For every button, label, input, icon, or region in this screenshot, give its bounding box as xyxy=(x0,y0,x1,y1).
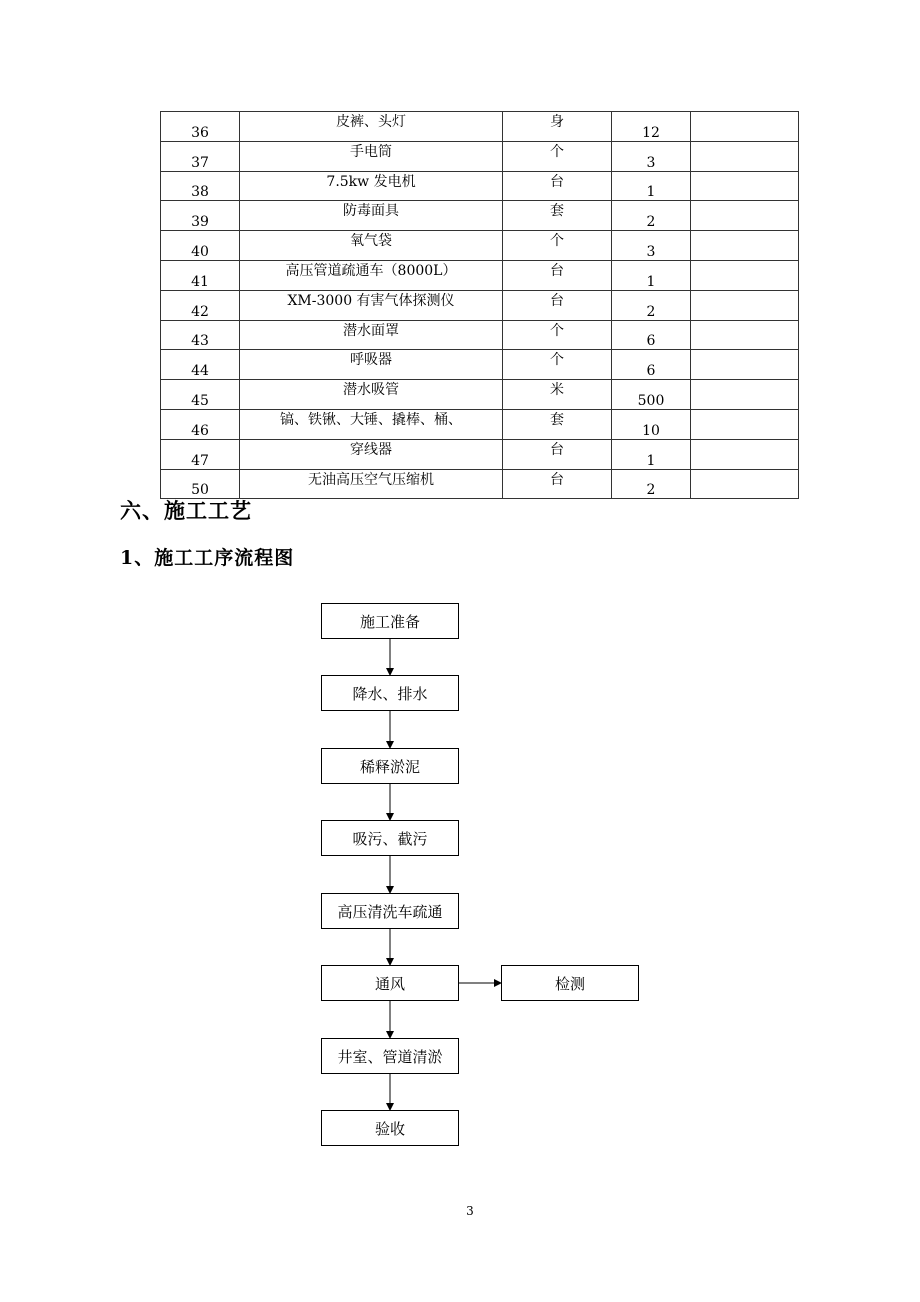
item-name-cell: 呼吸器 xyxy=(240,350,503,380)
item-quantity-cell: 6 xyxy=(612,350,691,380)
item-name-cell: XM-3000 有害气体探测仪 xyxy=(240,290,503,320)
item-quantity-cell: 500 xyxy=(612,380,691,410)
item-quantity-cell: 2 xyxy=(612,469,691,499)
row-number-cell: 50 xyxy=(161,469,240,499)
row-number-cell: 44 xyxy=(161,350,240,380)
section-heading: 六、施工工艺 xyxy=(120,498,252,523)
item-name-cell: 无油高压空气压缩机 xyxy=(240,469,503,499)
item-name-cell: 穿线器 xyxy=(240,439,503,469)
row-number-cell: 39 xyxy=(161,201,240,231)
item-unit-cell: 台 xyxy=(503,171,612,201)
item-unit-cell: 米 xyxy=(503,380,612,410)
row-number-cell: 47 xyxy=(161,439,240,469)
item-unit-cell: 台 xyxy=(503,260,612,290)
row-number-cell: 45 xyxy=(161,380,240,410)
item-unit-cell: 个 xyxy=(503,320,612,350)
flow-step-preparation: 施工准备 xyxy=(321,603,459,639)
row-number-cell: 41 xyxy=(161,260,240,290)
item-name-cell: 防毒面具 xyxy=(240,201,503,231)
item-quantity-cell: 1 xyxy=(612,439,691,469)
row-number-cell: 46 xyxy=(161,409,240,439)
item-quantity-cell: 6 xyxy=(612,320,691,350)
item-quantity-cell: 10 xyxy=(612,409,691,439)
item-unit-cell: 个 xyxy=(503,350,612,380)
item-quantity-cell: 1 xyxy=(612,171,691,201)
item-unit-cell: 个 xyxy=(503,141,612,171)
row-number-cell: 40 xyxy=(161,231,240,261)
item-unit-cell: 台 xyxy=(503,290,612,320)
item-name-cell: 潜水面罩 xyxy=(240,320,503,350)
flow-step-acceptance: 验收 xyxy=(321,1110,459,1146)
item-name-cell: 高压管道疏通车（8000L） xyxy=(240,260,503,290)
flow-step-ventilation: 通风 xyxy=(321,965,459,1001)
item-unit-cell: 台 xyxy=(503,469,612,499)
flow-step-dilute-silt: 稀释淤泥 xyxy=(321,748,459,784)
item-quantity-cell: 3 xyxy=(612,231,691,261)
flow-step-well-pipe-desilting: 井室、管道清淤 xyxy=(321,1038,459,1074)
page-number: 3 xyxy=(466,1204,474,1218)
flow-step-dewatering: 降水、排水 xyxy=(321,675,459,711)
item-unit-cell: 套 xyxy=(503,201,612,231)
item-quantity-cell: 3 xyxy=(612,141,691,171)
item-name-cell: 皮裤、头灯 xyxy=(240,112,503,142)
row-number-cell: 38 xyxy=(161,171,240,201)
flowchart-heading: 1、施工工序流程图 xyxy=(120,547,295,569)
item-name-cell: 氧气袋 xyxy=(240,231,503,261)
row-number-cell: 43 xyxy=(161,320,240,350)
item-quantity-cell: 1 xyxy=(612,260,691,290)
flow-step-detection: 检测 xyxy=(501,965,639,1001)
item-unit-cell: 个 xyxy=(503,231,612,261)
item-name-cell: 潜水吸管 xyxy=(240,380,503,410)
item-quantity-cell: 2 xyxy=(612,201,691,231)
item-quantity-cell: 2 xyxy=(612,290,691,320)
item-unit-cell: 台 xyxy=(503,439,612,469)
item-quantity-cell: 12 xyxy=(612,112,691,142)
item-name-cell: 手电筒 xyxy=(240,141,503,171)
row-number-cell: 42 xyxy=(161,290,240,320)
item-name-cell: 镐、铁锹、大锤、撬棒、桶、 xyxy=(240,409,503,439)
flow-step-suction-interception: 吸污、截污 xyxy=(321,820,459,856)
item-unit-cell: 身 xyxy=(503,112,612,142)
row-number-cell: 37 xyxy=(161,141,240,171)
row-number-cell: 36 xyxy=(161,112,240,142)
flow-step-high-pressure-dredging: 高压清洗车疏通 xyxy=(321,893,459,929)
item-unit-cell: 套 xyxy=(503,409,612,439)
item-name-cell: 7.5kw 发电机 xyxy=(240,171,503,201)
